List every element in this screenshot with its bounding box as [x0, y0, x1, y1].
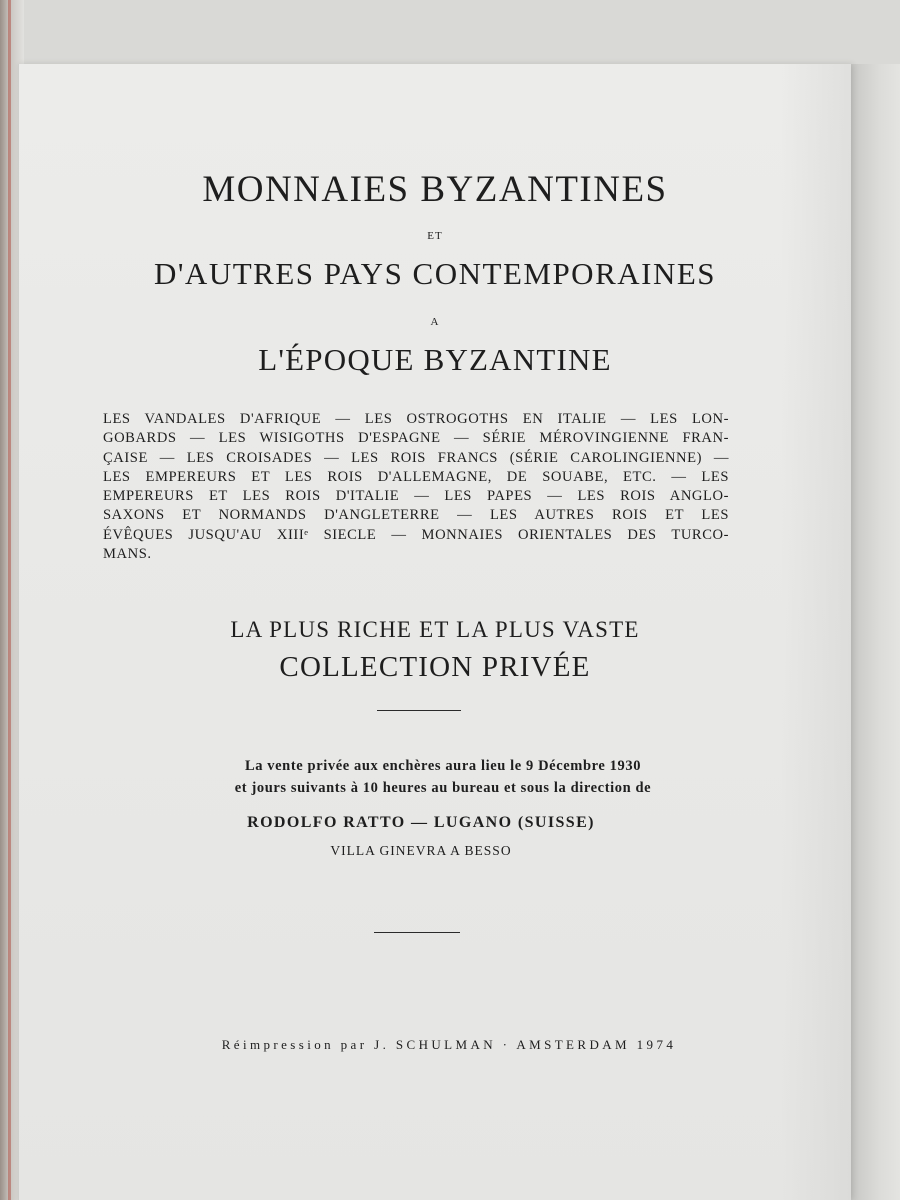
auctioneer-name: RODOLFO RATTO — LUGANO (SUISSE): [247, 814, 595, 831]
sale-date-line: La vente privée aux enchères aura lieu le 9 Décembre 1930: [244, 758, 642, 774]
contents-paragraph: [103, 410, 729, 564]
title-line-3: L'ÉPOQUE BYZANTINE: [258, 342, 612, 377]
title-line-1: MONNAIES BYZANTINES: [202, 169, 668, 210]
divider-rule: [374, 932, 460, 933]
page-fore-edge: [850, 64, 900, 1200]
contents-line: MANS.: [103, 546, 152, 563]
contents-line: SAXONS ET NORMANDS D'ANGLETERRE — LES AUTRES ROIS ET LES: [103, 507, 729, 524]
auctioneer-address: VILLA GINEVRA A BESSO: [330, 843, 512, 858]
contents-line: LES EMPEREURS ET LES ROIS D'ALLEMAGNE, DE SOUABE, ETC. — LES: [103, 468, 729, 485]
conjunction-a: A: [430, 316, 440, 328]
subtitle-line-2: COLLECTION PRIVÉE: [279, 651, 591, 683]
title-page: [18, 64, 851, 1200]
sale-time-line: et jours suivants à 10 heures au bureau et sous la direction de: [234, 780, 652, 796]
contents-line: EMPEREURS ET LES ROIS D'ITALIE — LES PAPES — LES ROIS ANGLO-: [103, 488, 729, 505]
reprint-imprint: Réimpression par J. SCHULMAN · AMSTERDAM 1974: [221, 1037, 677, 1052]
title-line-2: D'AUTRES PAYS CONTEMPORAINES: [153, 256, 717, 291]
conjunction-et: ET: [427, 230, 443, 242]
binding-edge: [8, 0, 11, 1200]
contents-line: ÇAISE — LES CROISADES — LES ROIS FRANCS (SÉRIE CAROLINGIENNE) —: [103, 449, 729, 466]
divider-rule: [377, 710, 461, 711]
subtitle-line-1: LA PLUS RICHE ET LA PLUS VASTE: [230, 617, 640, 642]
contents-line: ÉVÊQUES JUSQU'AU XIIIᵉ SIECLE — MONNAIES ORIENTALES DES TURCO-: [103, 526, 729, 543]
contents-line: LES VANDALES D'AFRIQUE — LES OSTROGOTHS EN ITALIE — LES LON-: [103, 411, 729, 427]
contents-line: GOBARDS — LES WISIGOTHS D'ESPAGNE — SÉRIE MÉROVINGIENNE FRAN-: [103, 430, 729, 447]
